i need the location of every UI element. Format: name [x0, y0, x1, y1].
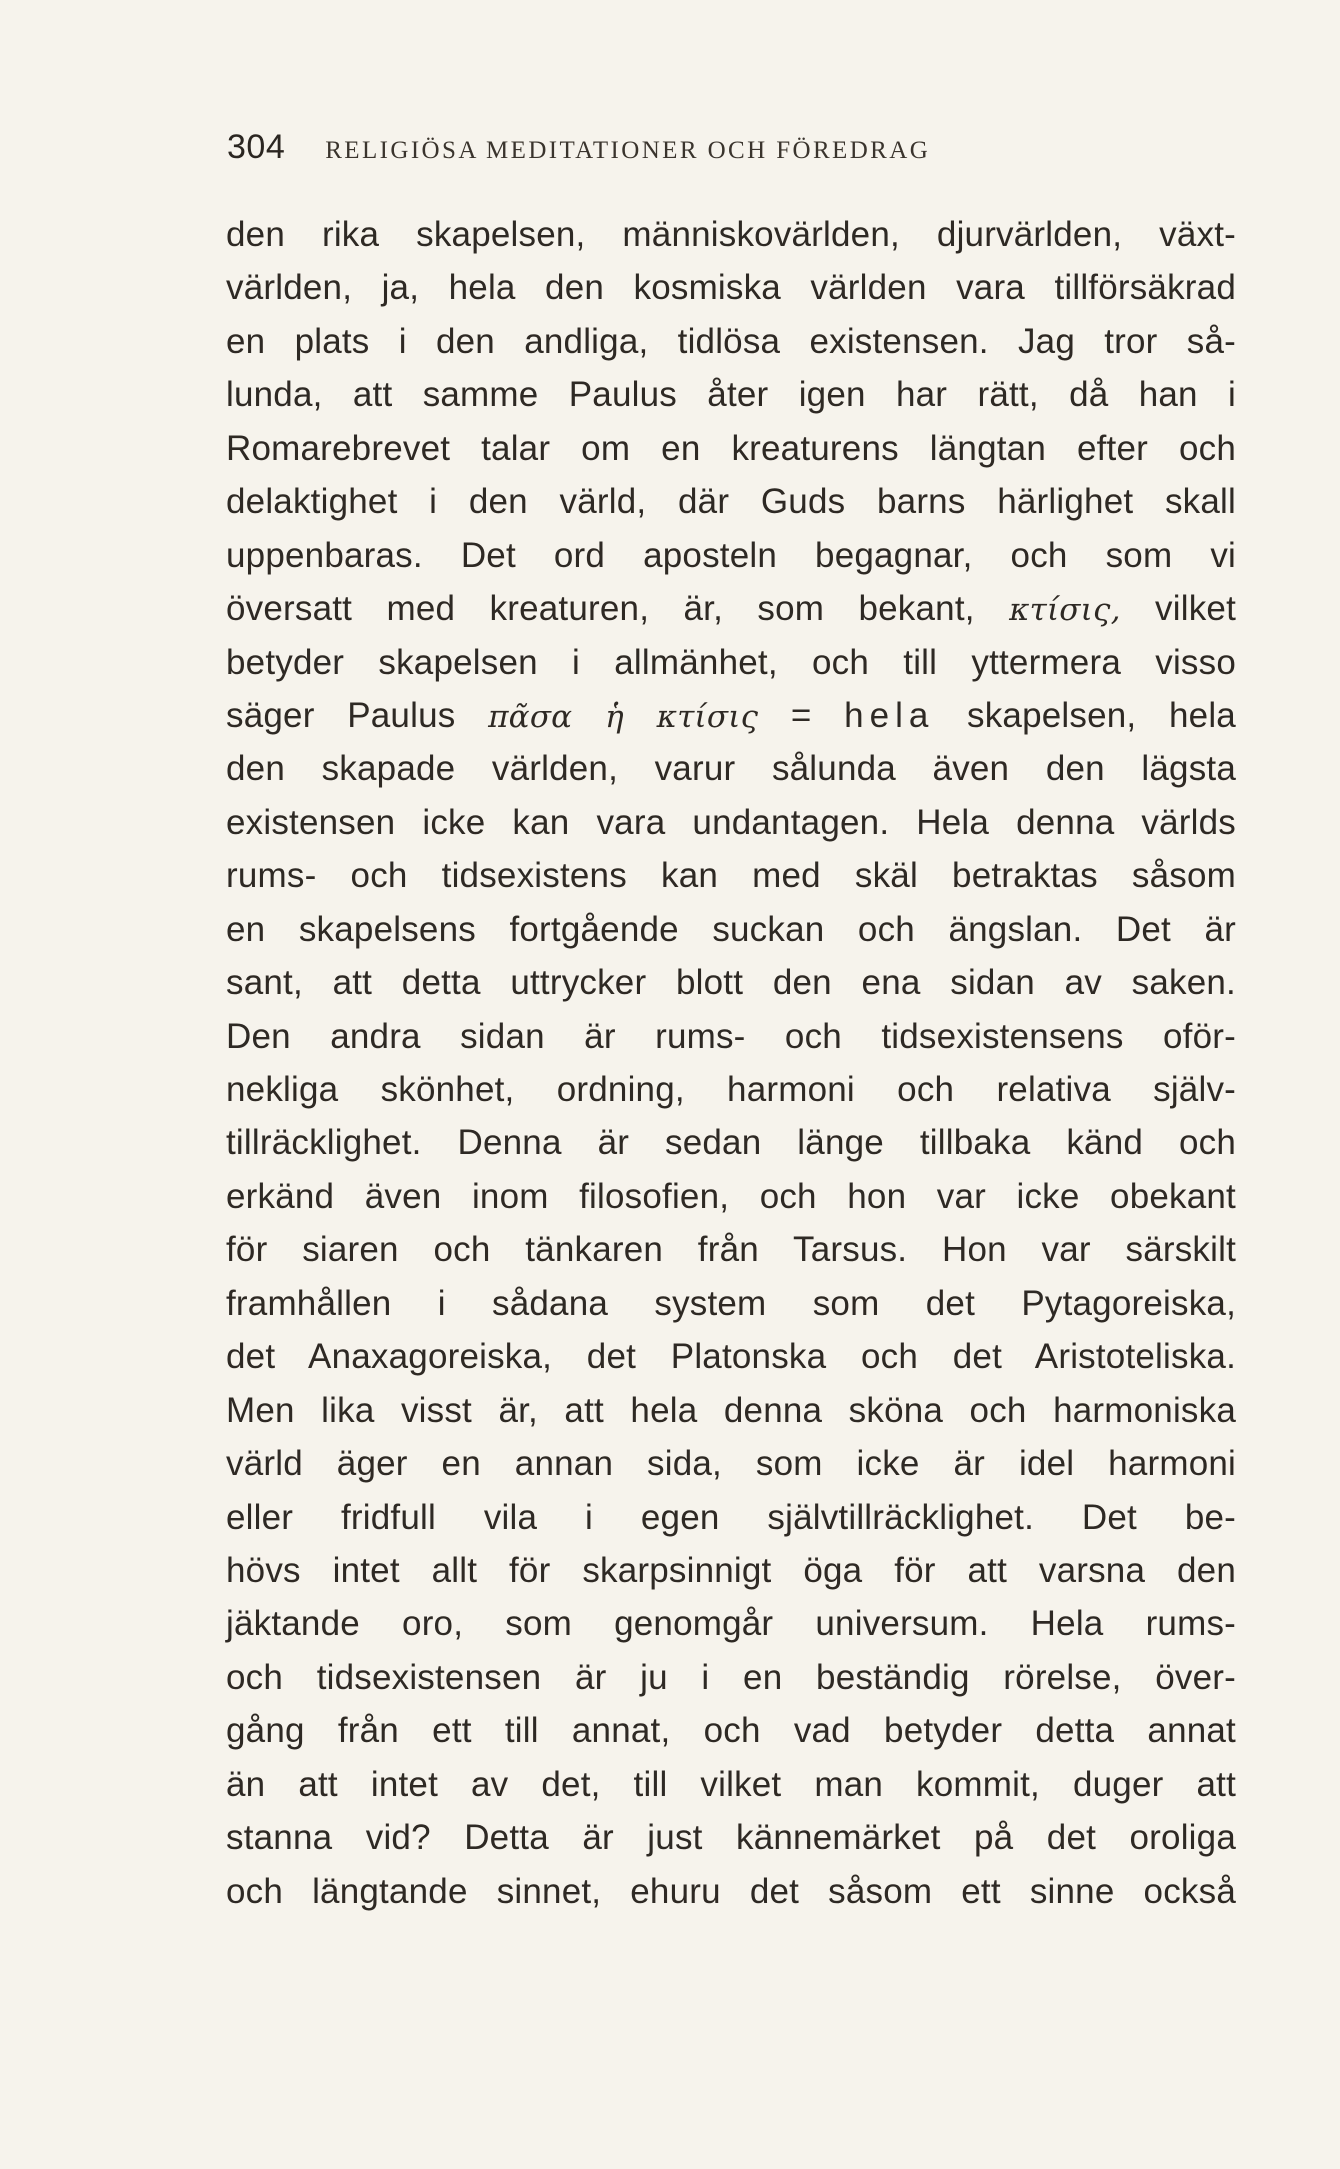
text-segment: skapelsen, hela — [967, 695, 1236, 735]
text-line-greek — [226, 582, 1236, 635]
text-line-greek — [226, 689, 1236, 742]
text-line: jäktande oro, som genomgår universum. Hela rums- — [226, 1604, 1236, 1644]
page-number: 304 — [227, 128, 286, 166]
text-line: den rika skapelsen, människovärlden, djurvärlden, växt- — [226, 215, 1236, 254]
text-segment: säger Paulus — [226, 695, 456, 735]
text-line: världen, ja, hela den kosmiska världen vara tillförsäkrad — [226, 268, 1236, 308]
equals-sign: = — [790, 695, 812, 735]
text-line: för siaren och tänkaren från Tarsus. Hon var särskilt — [226, 1230, 1236, 1270]
text-line: en plats i den andliga, tidlösa existensen. Jag tror så- — [226, 321, 1236, 361]
text-line: nekliga skönhet, ordning, harmoni och relativa själv- — [226, 1070, 1236, 1109]
spaced-word: hela — [844, 695, 935, 735]
page-header — [227, 128, 1237, 172]
greek-phrase: πᾶσα ἡ κτίσις — [488, 698, 759, 735]
text-line: existensen icke kan vara undantagen. Hela denna världs — [226, 802, 1236, 842]
running-head: RELIGIÖSA MEDITATIONER OCH FÖREDRAG — [325, 137, 931, 164]
text-line: framhållen i sådana system som det Pytagoreiska, — [226, 1283, 1236, 1323]
text-segment: vilket — [1155, 589, 1236, 629]
text-segment: översatt med kreaturen, är, som bekant, — [226, 589, 975, 629]
text-line: gång från ett till annat, och vad betyder detta annat — [226, 1711, 1236, 1751]
text-line: lunda, att samme Paulus åter igen har rätt, då han i — [226, 375, 1236, 415]
text-line: Den andra sidan är rums- och tidsexistensens oför- — [226, 1016, 1236, 1056]
text-line: det Anaxagoreiska, det Platonska och det Aristoteliska. — [226, 1337, 1236, 1377]
text-line: än att intet av det, till vilket man kommit, duger att — [226, 1764, 1236, 1804]
text-line: stanna vid? Detta är just kännemärket på det oroliga — [226, 1818, 1236, 1858]
text-line: och tidsexistensen är ju i en beständig rörelse, över- — [226, 1657, 1236, 1697]
text-line: uppenbaras. Det ord aposteln begagnar, och som vi — [226, 535, 1236, 575]
text-line: erkänd även inom filosofien, och hon var icke obekant — [226, 1176, 1236, 1216]
text-line: eller fridfull vila i egen självtillräcklighet. Det be- — [226, 1497, 1236, 1537]
greek-word: κτίσις, — [1009, 592, 1121, 629]
text-line: en skapelsens fortgående suckan och ängslan. Det är — [226, 909, 1236, 949]
text-line: delaktighet i den värld, där Guds barns härlighet skall — [226, 482, 1236, 522]
text-line: betyder skapelsen i allmänhet, och till yttermera visso — [226, 642, 1236, 682]
text-line: och längtande sinnet, ehuru det såsom ett sinne också — [226, 1871, 1236, 1911]
text-line: rums- och tidsexistens kan med skäl betraktas såsom — [226, 856, 1236, 896]
text-line: Men lika visst är, att hela denna sköna och harmoniska — [226, 1390, 1236, 1430]
text-line: tillräcklighet. Denna är sedan länge tillbaka känd och — [226, 1123, 1236, 1163]
text-line: Romarebrevet talar om en kreaturens längtan efter och — [226, 428, 1236, 468]
body-text — [226, 208, 1236, 1918]
text-line: värld äger en annan sida, som icke är idel harmoni — [226, 1444, 1236, 1484]
text-line: hövs intet allt för skarpsinnigt öga för att varsna den — [226, 1550, 1236, 1590]
text-line: sant, att detta uttrycker blott den ena sidan av saken. — [226, 963, 1236, 1003]
text-line: den skapade världen, varur sålunda även den lägsta — [226, 749, 1236, 789]
